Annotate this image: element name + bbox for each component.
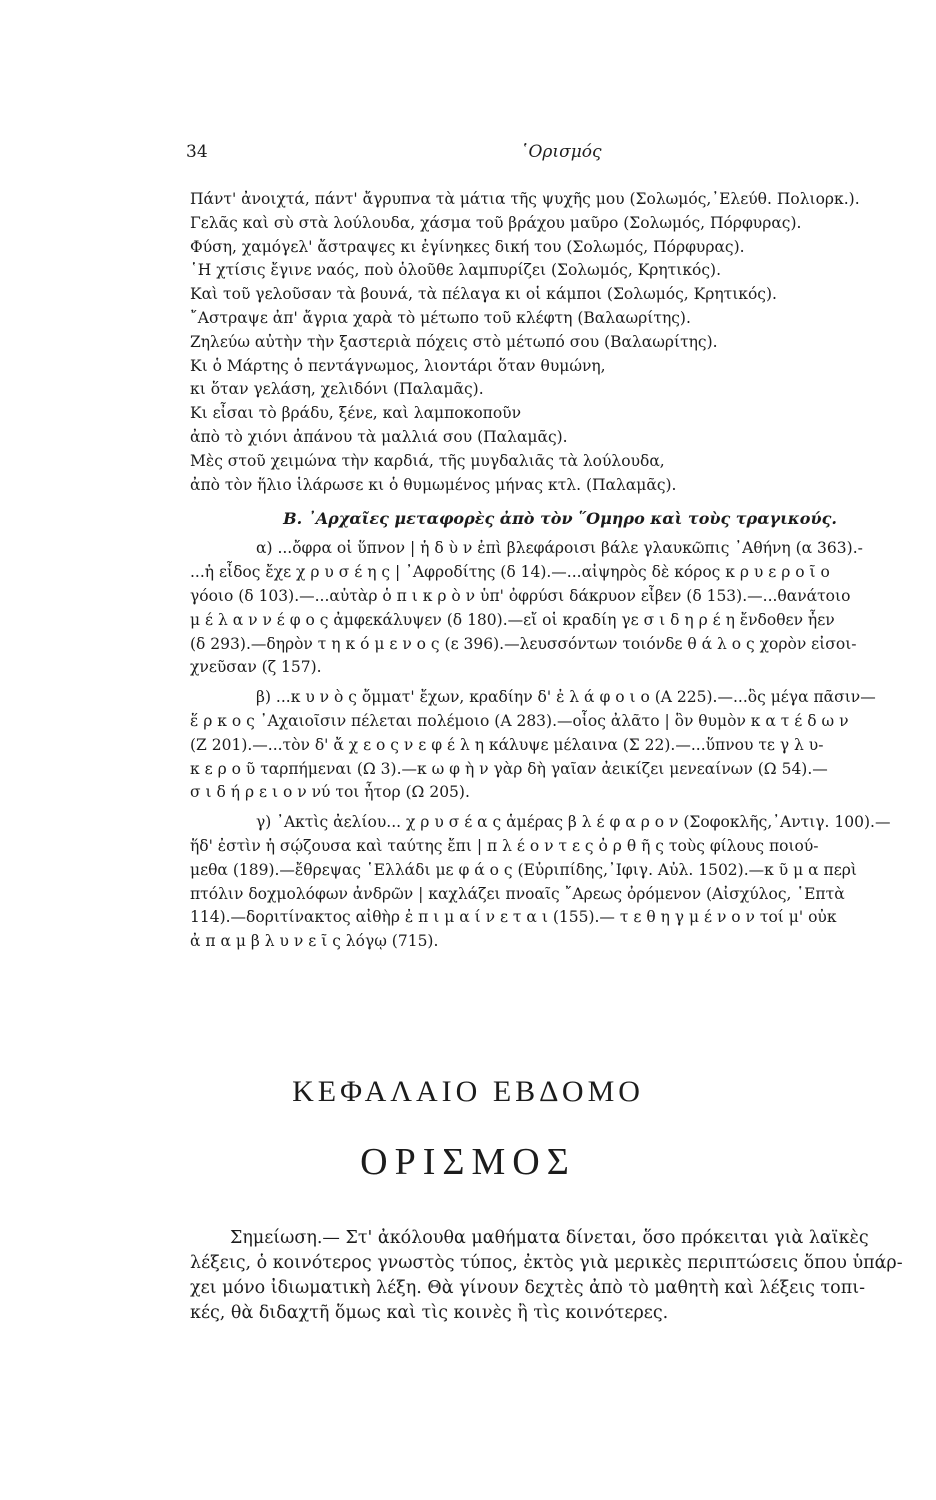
quote-line: ἀπὸ τὸ χιόνι ἀπάνου τὰ μαλλιά σου (Παλαμᾶς). (190, 427, 568, 446)
section-a-line: (δ 293).—δηρὸν τ η κ ό μ ε ν ο ς (ε 396).—λευσσόντων τοιόνδε θ ά λ ο ς χορὸν εἰσοι- (190, 634, 857, 653)
section-c-line: μεθα (189).—ἔθρεψας ῾Ελλάδι με φ ά ο ς (Εὐριπίδης,᾿Ιφιγ. Αὐλ. 1502).—κ ῦ μ α περὶ (190, 860, 857, 879)
quote-line: Πάντ' ἀνοιχτά, πάντ' ἄγρυπνα τὰ μάτια τῆς ψυχῆς μου (Σολωμός,᾿Ελεύθ. Πολιορκ.). (190, 190, 860, 208)
quote-line: Ζηλεύω αὐτὴν τὴν ξαστεριὰ πόχεις στὸ μέτωπό σου (Βαλαωρίτης). (190, 332, 718, 351)
section-c-line: ἥδ' ἐστὶν ἡ σῴζουσα καὶ ταύτης ἔπι | π λ έ ο ν τ ε ς ὀ ρ θ ῆ ς τοὺς φίλους ποιού- (190, 836, 819, 855)
section-a-line: μ έ λ α ν ν έ φ ο ς ἀμφεκάλυψεν (δ 180).—εἴ οἱ κραδίη γε σ ι δ η ρ έ η ἔνδοθεν ἦεν (190, 610, 835, 629)
running-title: ῾Ορισμός (520, 142, 602, 162)
chapter-title: ΚΕΦΑΛΑΙΟ ΕΒΔΟΜΟ (292, 1075, 644, 1108)
section-b-line: (Ζ 201).—...τὸν δ' ἄ χ ε ο ς ν ε φ έ λ η κάλυψε μέλαινα (Σ 22).—...ὕπνου τε γ λ υ- (190, 735, 824, 754)
section-b-line: κ ε ρ ο ῦ ταρπήμεναι (Ω 3).—κ ω φ ὴ ν γὰρ δὴ γαῖαν ἀεικίζει μενεαίνων (Ω 54).— (190, 759, 828, 778)
quotes-block (190, 188, 930, 497)
quote-line: ῾Η χτίσις ἔγινε ναός, ποὺ ὁλοῦθε λαμπυρίζει (Σολωμός, Κρητικός). (190, 261, 722, 280)
main-text (190, 188, 930, 954)
note-line: κές, θὰ διδαχτῆ ὅμως καὶ τὶς κοινὲς ἢ τὶς κοινότερες. (190, 1303, 669, 1323)
quote-line: κι ὅταν γελάση, χελιδόνι (Παλαμᾶς). (190, 380, 484, 399)
section-b-heading: Β. ᾿Αρχαῖες μεταφορὲς ἀπὸ τὸν ῞Ομηρο καὶ τοὺς τραγικούς. (283, 509, 837, 529)
note-line: λέξεις, ὁ κοινότερος γνωστὸς τύπος, ἐκτὸς γιὰ μερικὲς περιπτώσεις ὅπου ὑπάρ- (190, 1253, 903, 1273)
section-c-line: ἀ π α μ β λ υ ν ε ῖ ς λόγῳ (715). (190, 932, 439, 951)
section-b-line: β) ...κ υ ν ὸ ς ὄμματ' ἔχων, κραδίην δ' ἐ λ ά φ ο ι ο (Α 225).—...ὃς μέγα πᾶσιν— (256, 688, 876, 707)
note-line: Σημείωση.— Στ' ἀκόλουθα μαθήματα δίνεται, ὅσο πρόκειται γιὰ λαϊκὲς (230, 1228, 869, 1248)
quote-line: ἀπὸ τὸν ἥλιο ἱλάρωσε κι ὁ θυμωμένος μήνας κτλ. (Παλαμᾶς). (190, 475, 677, 494)
quote-line: Φύση, χαμόγελ' ἄστραψες κι ἐγίνηκες δική του (Σολωμός, Πόρφυρας). (190, 237, 745, 256)
section-a-line: γόοιο (δ 103).—...αὐτὰρ ὁ π ι κ ρ ὸ ν ὑπ' ὀφρύσι δάκρυον εἶβεν (δ 153).—...θανάτοιο (190, 586, 851, 605)
quote-line: Γελᾶς καὶ σὺ στὰ λούλουδα, χάσμα τοῦ βράχου μαῦρο (Σολωμός, Πόρφυρας). (190, 213, 802, 232)
quote-line: Μὲς στοῦ χειμώνα τὴν καρδιά, τῆς μυγδαλιᾶς τὰ λούλουδα, (190, 451, 665, 470)
chapter-subtitle: ΟΡΙΣΜΟΣ (360, 1141, 576, 1183)
section-a-line: χνεῦσαν (ζ 157). (190, 658, 322, 677)
page-number: 34 (186, 142, 208, 162)
quote-line: Κι ὁ Μάρτης ὁ πεντάγνωμος, λιοντάρι ὅταν θυμώνη, (190, 356, 606, 375)
section-b-line: ἕ ρ κ ο ς ᾿Αχαιοῖσιν πέλεται πολέμοιο (Α 283).—οἷος ἀλᾶτο | ὃν θυμὸν κ α τ έ δ ω ν (190, 711, 849, 730)
page-header (0, 138, 936, 168)
section-a-line: ...ἡ εἶδος ἔχε χ ρ υ σ έ η ς | ᾿Αφροδίτης (δ 14).—...αἰψηρὸς δὲ κόρος κ ρ υ ε ρ ο ῖ ο (190, 563, 830, 582)
note-line: χει μόνο ἰδιωματικὴ λέξη. Θὰ γίνουν δεχτὲς ἀπὸ τὸ μαθητὴ καὶ λέξεις τοπι- (190, 1278, 865, 1298)
section-c-line: πτόλιν δοχμολόφων ἀνδρῶν | καχλάζει πνοαῖς ῎Αρεως ὀρόμενον (Αἰσχύλος, ῾Επτὰ (190, 884, 845, 903)
section-b-line: σ ι δ ή ρ ε ι ο ν νύ τοι ἦτορ (Ω 205). (190, 783, 470, 802)
section-a-line: α) ...ὄφρα οἱ ὕπνον | ἡ δ ὺ ν ἐπὶ βλεφάροισι βάλε γλαυκῶπις ᾿Αθήνη (α 363).- (256, 539, 863, 558)
section-a-block (190, 537, 930, 680)
quote-line: Κι εἶσαι τὸ βράδυ, ξένε, καὶ λαμποκοποῦν (190, 404, 522, 423)
quote-line: Καὶ τοῦ γελοῦσαν τὰ βουνά, τὰ πέλαγα κι οἱ κάμποι (Σολωμός, Κρητικός). (190, 285, 777, 304)
section-c-line: 114).—δοριτίνακτος αἰθὴρ ἐ π ι μ α ί ν ε τ α ι (155).— τ ε θ η γ μ έ ν ο ν τοί μ' οὐκ (190, 908, 837, 927)
section-b-block (190, 686, 930, 805)
note-block (190, 1226, 936, 1326)
section-c-line: γ) ᾿Ακτὶς ἀελίου... χ ρ υ σ έ α ς ἁμέρας β λ έ φ α ρ ο ν (Σοφοκλῆς,᾿Αντιγ. 100).— (256, 813, 891, 832)
quote-line: ῎Αστραψε ἀπ' ἄγρια χαρὰ τὸ μέτωπο τοῦ κλέφτη (Βαλαωρίτης). (190, 308, 691, 327)
section-c-block (190, 811, 930, 954)
